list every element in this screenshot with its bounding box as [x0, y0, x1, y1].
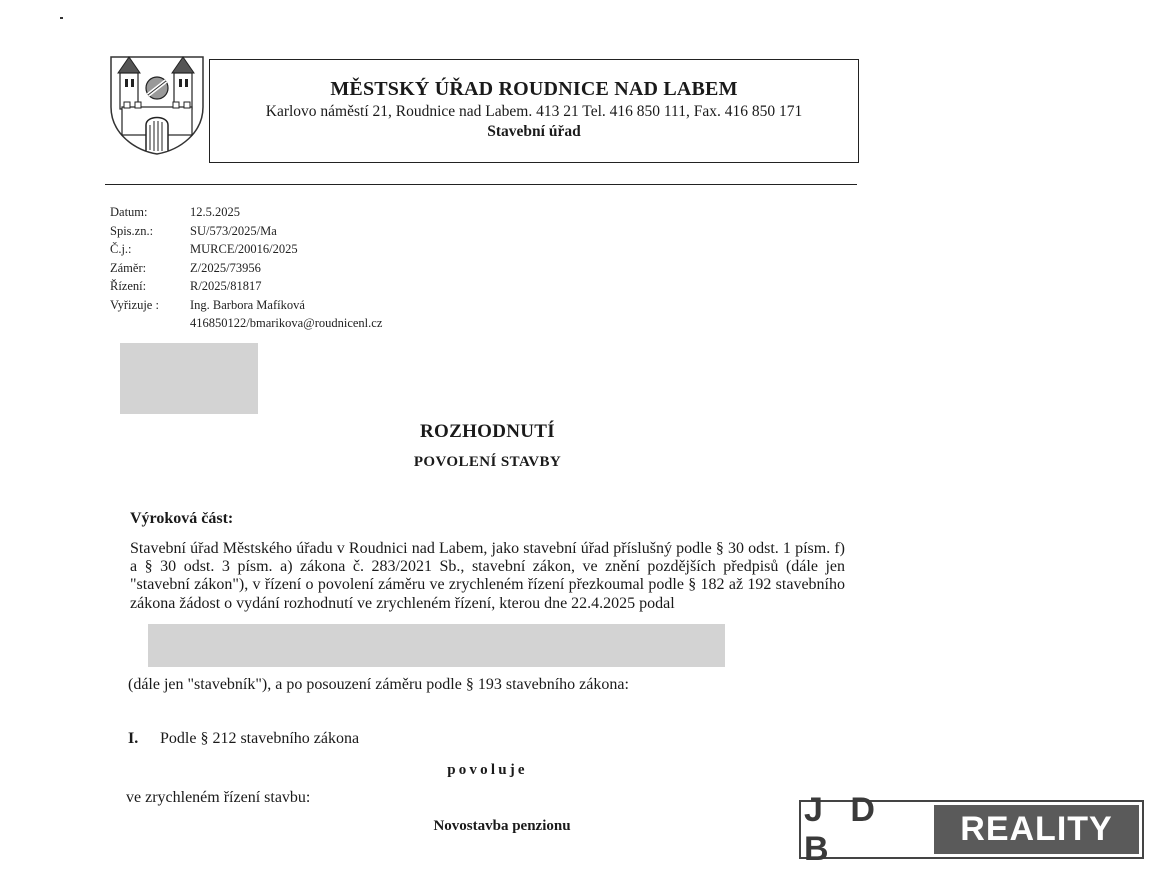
after-redaction-text: (dále jen "stavebník"), a po posouzení záměru podle § 193 stavebního zákona: [128, 676, 629, 693]
header-divider [105, 184, 857, 185]
scan-speck [60, 17, 63, 19]
meta-file-number: SU/573/2025/Ma [190, 223, 277, 238]
meta-date: 12.5.2025 [190, 205, 240, 219]
meta-label: Řízení: [110, 279, 147, 293]
meta-labels [110, 203, 159, 314]
point-number: I. [128, 730, 139, 747]
redaction-addressee [120, 343, 258, 414]
section-heading: Výroková část: [130, 510, 234, 527]
logo-reality-text: REALITY [934, 805, 1139, 854]
point-text: Podle § 212 stavebního zákona [160, 730, 360, 747]
procedure-text: ve zrychleném řízení stavbu: [126, 789, 311, 806]
meta-label: Záměr: [110, 260, 147, 275]
meta-label: Spis.zn.: [110, 223, 154, 238]
permit-word: povoluje [447, 762, 528, 778]
meta-intent: Z/2025/73956 [190, 260, 261, 275]
meta-contact: 416850122/bmarikova@roudnicenl.cz [190, 316, 383, 330]
redaction-applicant [148, 624, 725, 667]
meta-values [190, 203, 382, 333]
decision-paragraph: Stavební úřad Městského úřadu v Roudnici nad Labem, jako stavební úřad příslušný podle § 30 odst. 1 písm. f) a § 30 odst. 3 písm. a) zákona č. 283/2021 Sb., stavební zákon, ve znění pozdějších předpisů (dále jen "stavební zákon"), v řízení o povolení záměru ve zrychleném řízení přezkoumal podle § 182 až 192 stavebního zákona žádost o vydání rozhodnutí ve zrychleném řízení, kterou dne 22.4.2025 podal [130, 540, 845, 612]
meta-reference: MURCE/20016/2025 [190, 242, 298, 256]
meta-proceeding: R/2025/81817 [190, 279, 262, 293]
meta-handler: Ing. Barbora Mafíková [190, 297, 305, 312]
office-address: Karlovo náměstí 21, Roudnice nad Labem. 413 21 Tel. 416 850 111, Fax. 416 850 171 [265, 103, 803, 120]
decision-subtitle: POVOLENÍ STAVBY [413, 454, 562, 470]
building-name: Novostavba penzionu [433, 818, 571, 834]
jdb-reality-logo [799, 790, 1144, 868]
decision-title: ROZHODNUTÍ [420, 421, 555, 442]
logo-jdb-text: J D B [804, 790, 884, 868]
office-name: MĚSTSKÝ ÚŘAD ROUDNICE NAD LABEM [330, 78, 738, 100]
meta-label: Datum: [110, 205, 148, 219]
meta-label: Č.j.: [110, 242, 132, 256]
coat-of-arms-logo [108, 55, 206, 155]
meta-label: Vyřizuje : [110, 297, 159, 312]
office-department: Stavební úřad [487, 123, 581, 140]
